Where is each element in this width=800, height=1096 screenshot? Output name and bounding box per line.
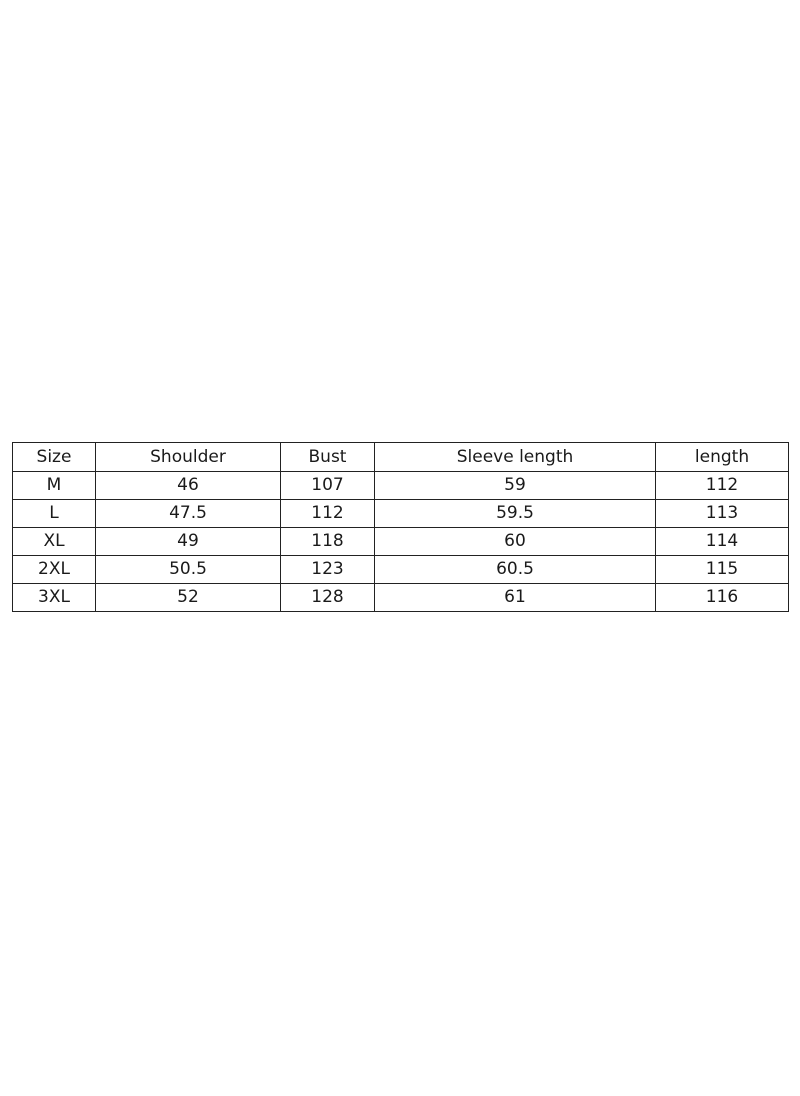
- cell-sleeve-length: 61: [375, 584, 656, 612]
- table-row: [13, 500, 789, 528]
- header-sleeve-length: Sleeve length: [375, 443, 656, 472]
- cell-bust: 107: [281, 472, 375, 500]
- cell-size: 2XL: [13, 556, 96, 584]
- cell-shoulder: 52: [96, 584, 281, 612]
- header-bust: Bust: [281, 443, 375, 472]
- cell-size: XL: [13, 528, 96, 556]
- header-size: Size: [13, 443, 96, 472]
- table-header-row: [13, 443, 789, 472]
- cell-sleeve-length: 60: [375, 528, 656, 556]
- table-row: [13, 556, 789, 584]
- cell-sleeve-length: 60.5: [375, 556, 656, 584]
- cell-length: 114: [656, 528, 789, 556]
- table-row: [13, 472, 789, 500]
- cell-bust: 123: [281, 556, 375, 584]
- cell-size: 3XL: [13, 584, 96, 612]
- cell-length: 116: [656, 584, 789, 612]
- cell-shoulder: 47.5: [96, 500, 281, 528]
- cell-sleeve-length: 59.5: [375, 500, 656, 528]
- cell-bust: 118: [281, 528, 375, 556]
- cell-length: 112: [656, 472, 789, 500]
- cell-bust: 112: [281, 500, 375, 528]
- cell-shoulder: 49: [96, 528, 281, 556]
- header-length: length: [656, 443, 789, 472]
- table-row: [13, 528, 789, 556]
- cell-size: L: [13, 500, 96, 528]
- cell-size: M: [13, 472, 96, 500]
- cell-length: 115: [656, 556, 789, 584]
- cell-shoulder: 46: [96, 472, 281, 500]
- cell-shoulder: 50.5: [96, 556, 281, 584]
- header-shoulder: Shoulder: [96, 443, 281, 472]
- cell-bust: 128: [281, 584, 375, 612]
- cell-length: 113: [656, 500, 789, 528]
- table-row: [13, 584, 789, 612]
- size-chart-table: [12, 442, 789, 612]
- cell-sleeve-length: 59: [375, 472, 656, 500]
